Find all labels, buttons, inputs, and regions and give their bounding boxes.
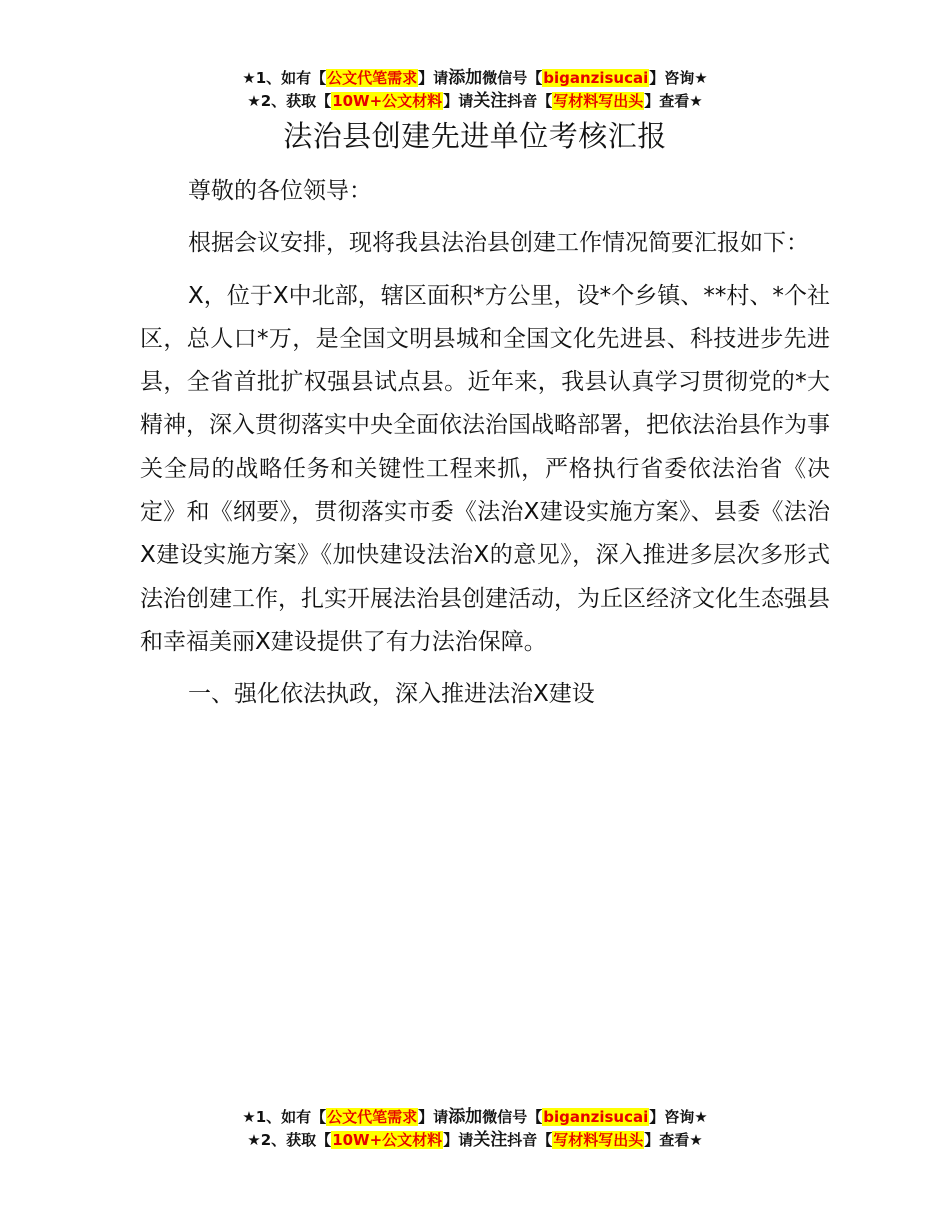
promo-text: 】请 (418, 1108, 449, 1126)
intro-paragraph: 根据会议安排，现将我县法治县创建工作情况简要汇报如下： (188, 230, 809, 257)
promo-line-2 (0, 90, 950, 113)
promo-highlight: 10W+公文材料 (332, 92, 443, 110)
promo-highlight: biganzisucai (543, 1108, 649, 1126)
promo-text: 】咨询★ (649, 1108, 708, 1126)
document-title: 法治县创建先进单位考核汇报 (283, 119, 667, 153)
promo-text: ★2、获取【 (247, 92, 332, 110)
promo-highlight: biganzisucai (543, 69, 649, 87)
promo-line-2 (0, 1129, 950, 1152)
promo-text: 添加 (448, 68, 483, 88)
top-promo-banner (0, 67, 950, 113)
promo-text: 】查看★ (644, 1131, 703, 1149)
promo-text: 】请 (418, 69, 449, 87)
promo-text: 】请 (443, 1131, 474, 1149)
section-heading: 一、强化依法执政，深入推进法治X建设 (188, 681, 595, 708)
promo-highlight: 10W+公文材料 (332, 1131, 443, 1149)
salutation: 尊敬的各位领导： (188, 178, 372, 204)
promo-text: 】咨询★ (649, 69, 708, 87)
promo-text: 关注 (473, 1130, 508, 1150)
promo-text: 微信号【 (482, 69, 543, 87)
bottom-promo-banner (0, 1106, 950, 1152)
promo-text: 】查看★ (644, 92, 703, 110)
promo-text: 抖音【 (507, 92, 553, 110)
overview-paragraph: X，位于X中北部，辖区面积*方公里，设*个乡镇、**村、*个社区，总人口*万，是全国文明县城和全国文化先进县、科技进步先进县，全省首批扩权强县试点县。近年来，我县认真学习贯彻党的*大精神，深入贯彻落实中央全面依法治国战略部署，把依法治县作为事关全局的战略任务和关键性工程来抓，严格执行省委依法治省《决定》和《纲要》，贯彻落实市委《法治X建设实施方案》、县委《法治X建设实施方案》《加快建设法治X的意见》，深入推进多层次多形式法治创建工作，扎实开展法治县创建活动，为丘区经济文化生态强县和幸福美丽X建设提供了有力法治保障。 (140, 282, 830, 655)
promo-text: 抖音【 (507, 1131, 553, 1149)
promo-text: 关注 (473, 91, 508, 111)
promo-highlight: 写材料写出头 (553, 92, 644, 110)
promo-highlight: 公文代笔需求 (327, 69, 418, 87)
promo-text: ★1、如有【 (242, 69, 327, 87)
document-body (140, 170, 830, 726)
promo-line-1 (0, 67, 950, 90)
promo-text: 微信号【 (482, 1108, 543, 1126)
promo-text: ★1、如有【 (242, 1108, 327, 1126)
promo-text: ★2、获取【 (247, 1131, 332, 1149)
promo-text: 】请 (443, 92, 474, 110)
promo-highlight: 写材料写出头 (553, 1131, 644, 1149)
promo-text: 添加 (448, 1107, 483, 1127)
promo-line-1 (0, 1106, 950, 1129)
promo-highlight: 公文代笔需求 (327, 1108, 418, 1126)
